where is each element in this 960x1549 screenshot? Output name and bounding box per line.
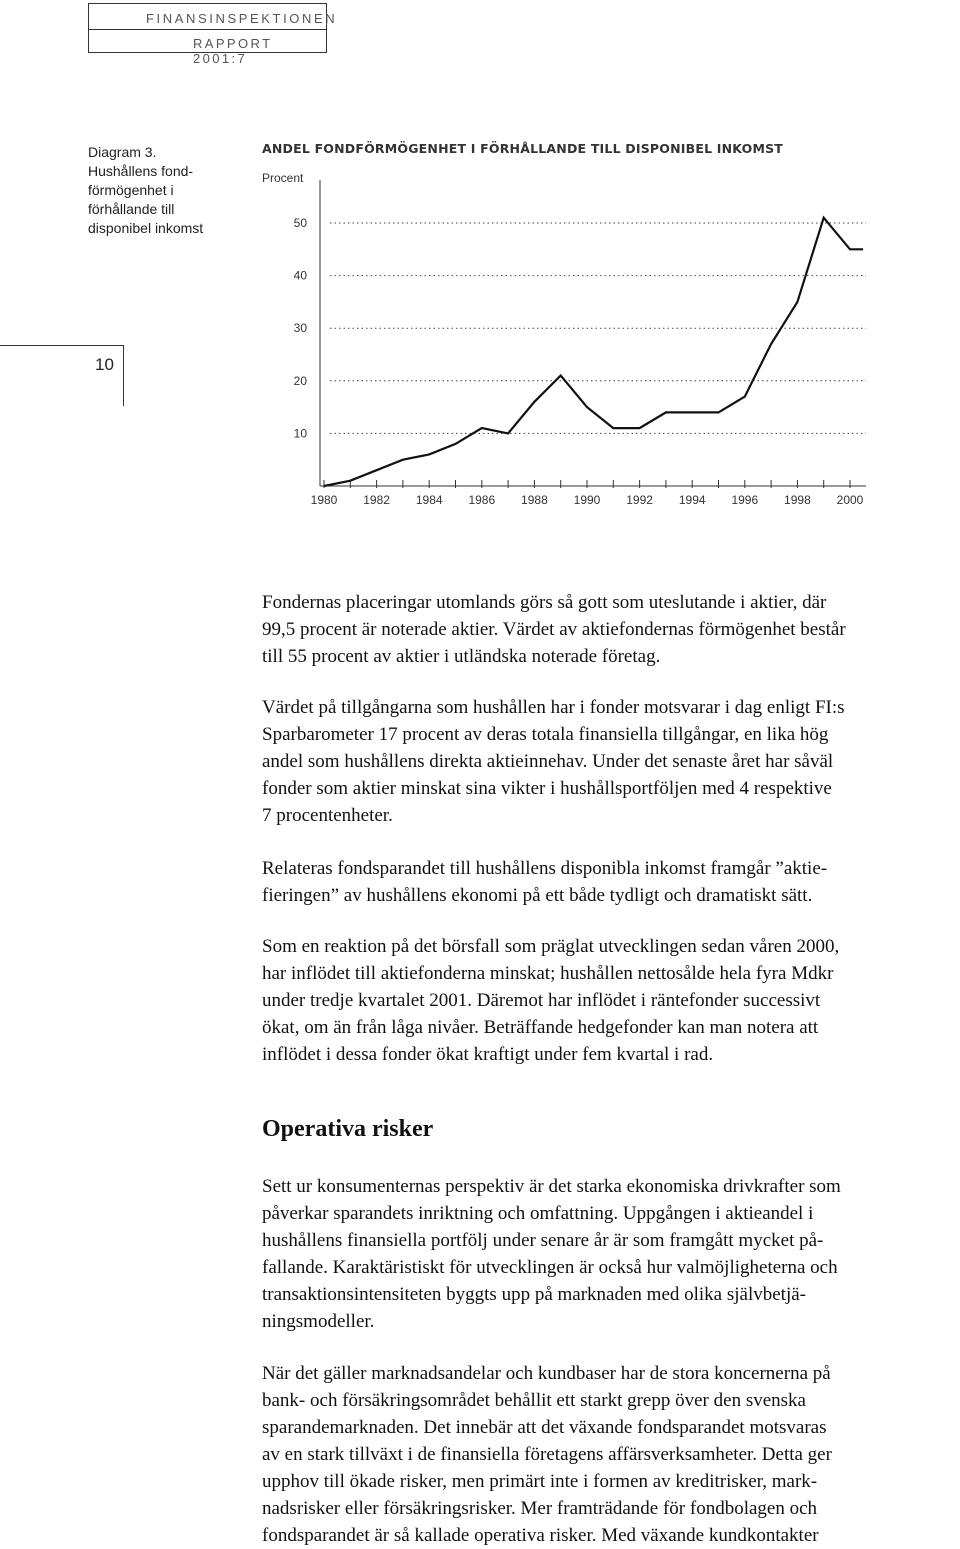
text-line: Sparbarometer 17 procent av deras totala finansiella tillgångar, en lika hög (262, 724, 829, 745)
text-line: fondsparandet är så kallade operativa risker. Med växande kundkontakter (262, 1525, 819, 1546)
text-line: sparandemarknaden. Det innebär att det växande fondsparandet motsvaras (262, 1417, 827, 1438)
text-line: Värdet på tillgångarna som hushållen har i fonder motsvarar i dag enligt FI:s (262, 697, 845, 718)
text-line: under tredje kvartalet 2001. Däremot har inflödet i räntefonder successivt (262, 990, 821, 1011)
text-line: När det gäller marknadsandelar och kundbaser har de stora koncernerna på (262, 1363, 831, 1384)
y-tick-label-10: 10 (293, 426, 307, 441)
y-axis-unit: Procent (262, 171, 304, 185)
text-line: fallande. Karaktäristiskt för utvecklingen är också hur valmöjligheterna och (262, 1257, 838, 1278)
chart-title: ANDEL FONDFÖRMÖGENHET I FÖRHÅLLANDE TILL DISPONIBEL INKOMST (262, 141, 784, 156)
text-line: Fondernas placeringar utomlands görs så gott som uteslutande i aktier, där (262, 592, 827, 613)
paragraph-6 (262, 1360, 960, 1549)
line-chart (0, 0, 960, 520)
caption-line: förmögenhet i (88, 182, 174, 198)
paragraph-1 (262, 589, 960, 670)
text-line: transaktionsintensiteten byggts upp på marknaden med olika självbetjä- (262, 1284, 807, 1305)
x-tick-label-1992: 1992 (626, 493, 653, 507)
paragraph-4 (262, 933, 960, 1068)
x-tick-label-1994: 1994 (678, 493, 706, 507)
organization-name: FINANSINSPEKTIONEN (146, 11, 338, 26)
text-line: nadsrisker eller försäkringsrisker. Mer framträdande för fondbolagen och (262, 1498, 818, 1519)
text-line: fieringen” av hushållens ekonomi på ett både tydligt och dramatiskt sätt. (262, 885, 813, 906)
section-heading: Operativa risker (262, 1116, 434, 1142)
caption-line: Hushållens fond- (88, 163, 194, 179)
x-tick-label-1988: 1988 (521, 493, 548, 507)
report-id: RAPPORT 2001:7 (193, 36, 273, 66)
text-line: 99,5 procent är noterade aktier. Värdet av aktiefondernas förmögenhet består (262, 619, 846, 640)
text-line: ökat, om än från låga nivåer. Beträffande hedgefonder kan man notera att (262, 1017, 819, 1038)
paragraph-3 (262, 855, 960, 909)
text-line: Sett ur konsumenternas perspektiv är det starka ekonomiska drivkrafter som (262, 1176, 841, 1197)
text-line: andel som hushållens direkta aktieinnehav. Under det senaste året har såväl (262, 751, 834, 772)
series-line (324, 218, 863, 486)
x-tick-label-1980: 1980 (310, 493, 338, 507)
text-line: hushållens finansiella portfölj under senare år är som framgått mycket på- (262, 1230, 824, 1251)
x-tick-label-1990: 1990 (573, 493, 601, 507)
text-line: påverkar sparandets inriktning och omfattning. Uppgången i aktieandel i (262, 1203, 814, 1224)
text-line: till 55 procent av aktier i utländska noterade företag. (262, 646, 661, 667)
text-line: inflödet i dessa fonder ökat kraftigt under fem kvartal i rad. (262, 1044, 714, 1065)
text-line: bank- och försäkringsområdet behållit ett starkt grepp över den svenska (262, 1390, 806, 1411)
text-line: fonder som aktier minskat sina vikter i hushållsportföljen med 4 respektive (262, 778, 832, 799)
y-tick-label-40: 40 (293, 268, 307, 283)
x-tick-label-1984: 1984 (415, 493, 443, 507)
page-number: 10 (95, 355, 114, 374)
caption-line: förhållande till (88, 201, 175, 217)
text-line: av en stark tillväxt i de finansiella företagens affärsverksamheter. Detta ger (262, 1444, 832, 1465)
y-tick-label-20: 20 (293, 373, 307, 388)
text-line: har inflödet till aktiefonderna minskat; hushållen nettosålde hela fyra Mdkr (262, 963, 834, 984)
paragraph-2 (262, 694, 960, 829)
text-line: upphov till ökade risker, men primärt inte i formen av kreditrisker, mark- (262, 1471, 818, 1492)
text-line: Relateras fondsparandet till hushållens disponibla inkomst framgår ”aktie- (262, 858, 828, 879)
x-tick-label-1998: 1998 (784, 493, 811, 507)
text-line: 7 procentenheter. (262, 805, 393, 826)
y-tick-label-50: 50 (293, 216, 307, 230)
caption-line: disponibel inkomst (88, 220, 204, 236)
x-tick-label-1996: 1996 (731, 493, 759, 507)
text-line: ningsmodeller. (262, 1311, 375, 1332)
x-tick-label-2000: 2000 (836, 493, 864, 507)
text-line: Som en reaktion på det börsfall som präglat utvecklingen sedan våren 2000, (262, 936, 840, 957)
y-tick-label-30: 30 (293, 321, 307, 336)
x-tick-label-1986: 1986 (468, 493, 496, 507)
x-tick-label-1982: 1982 (363, 493, 390, 507)
paragraph-5 (262, 1173, 960, 1335)
caption-line: Diagram 3. (88, 144, 157, 160)
